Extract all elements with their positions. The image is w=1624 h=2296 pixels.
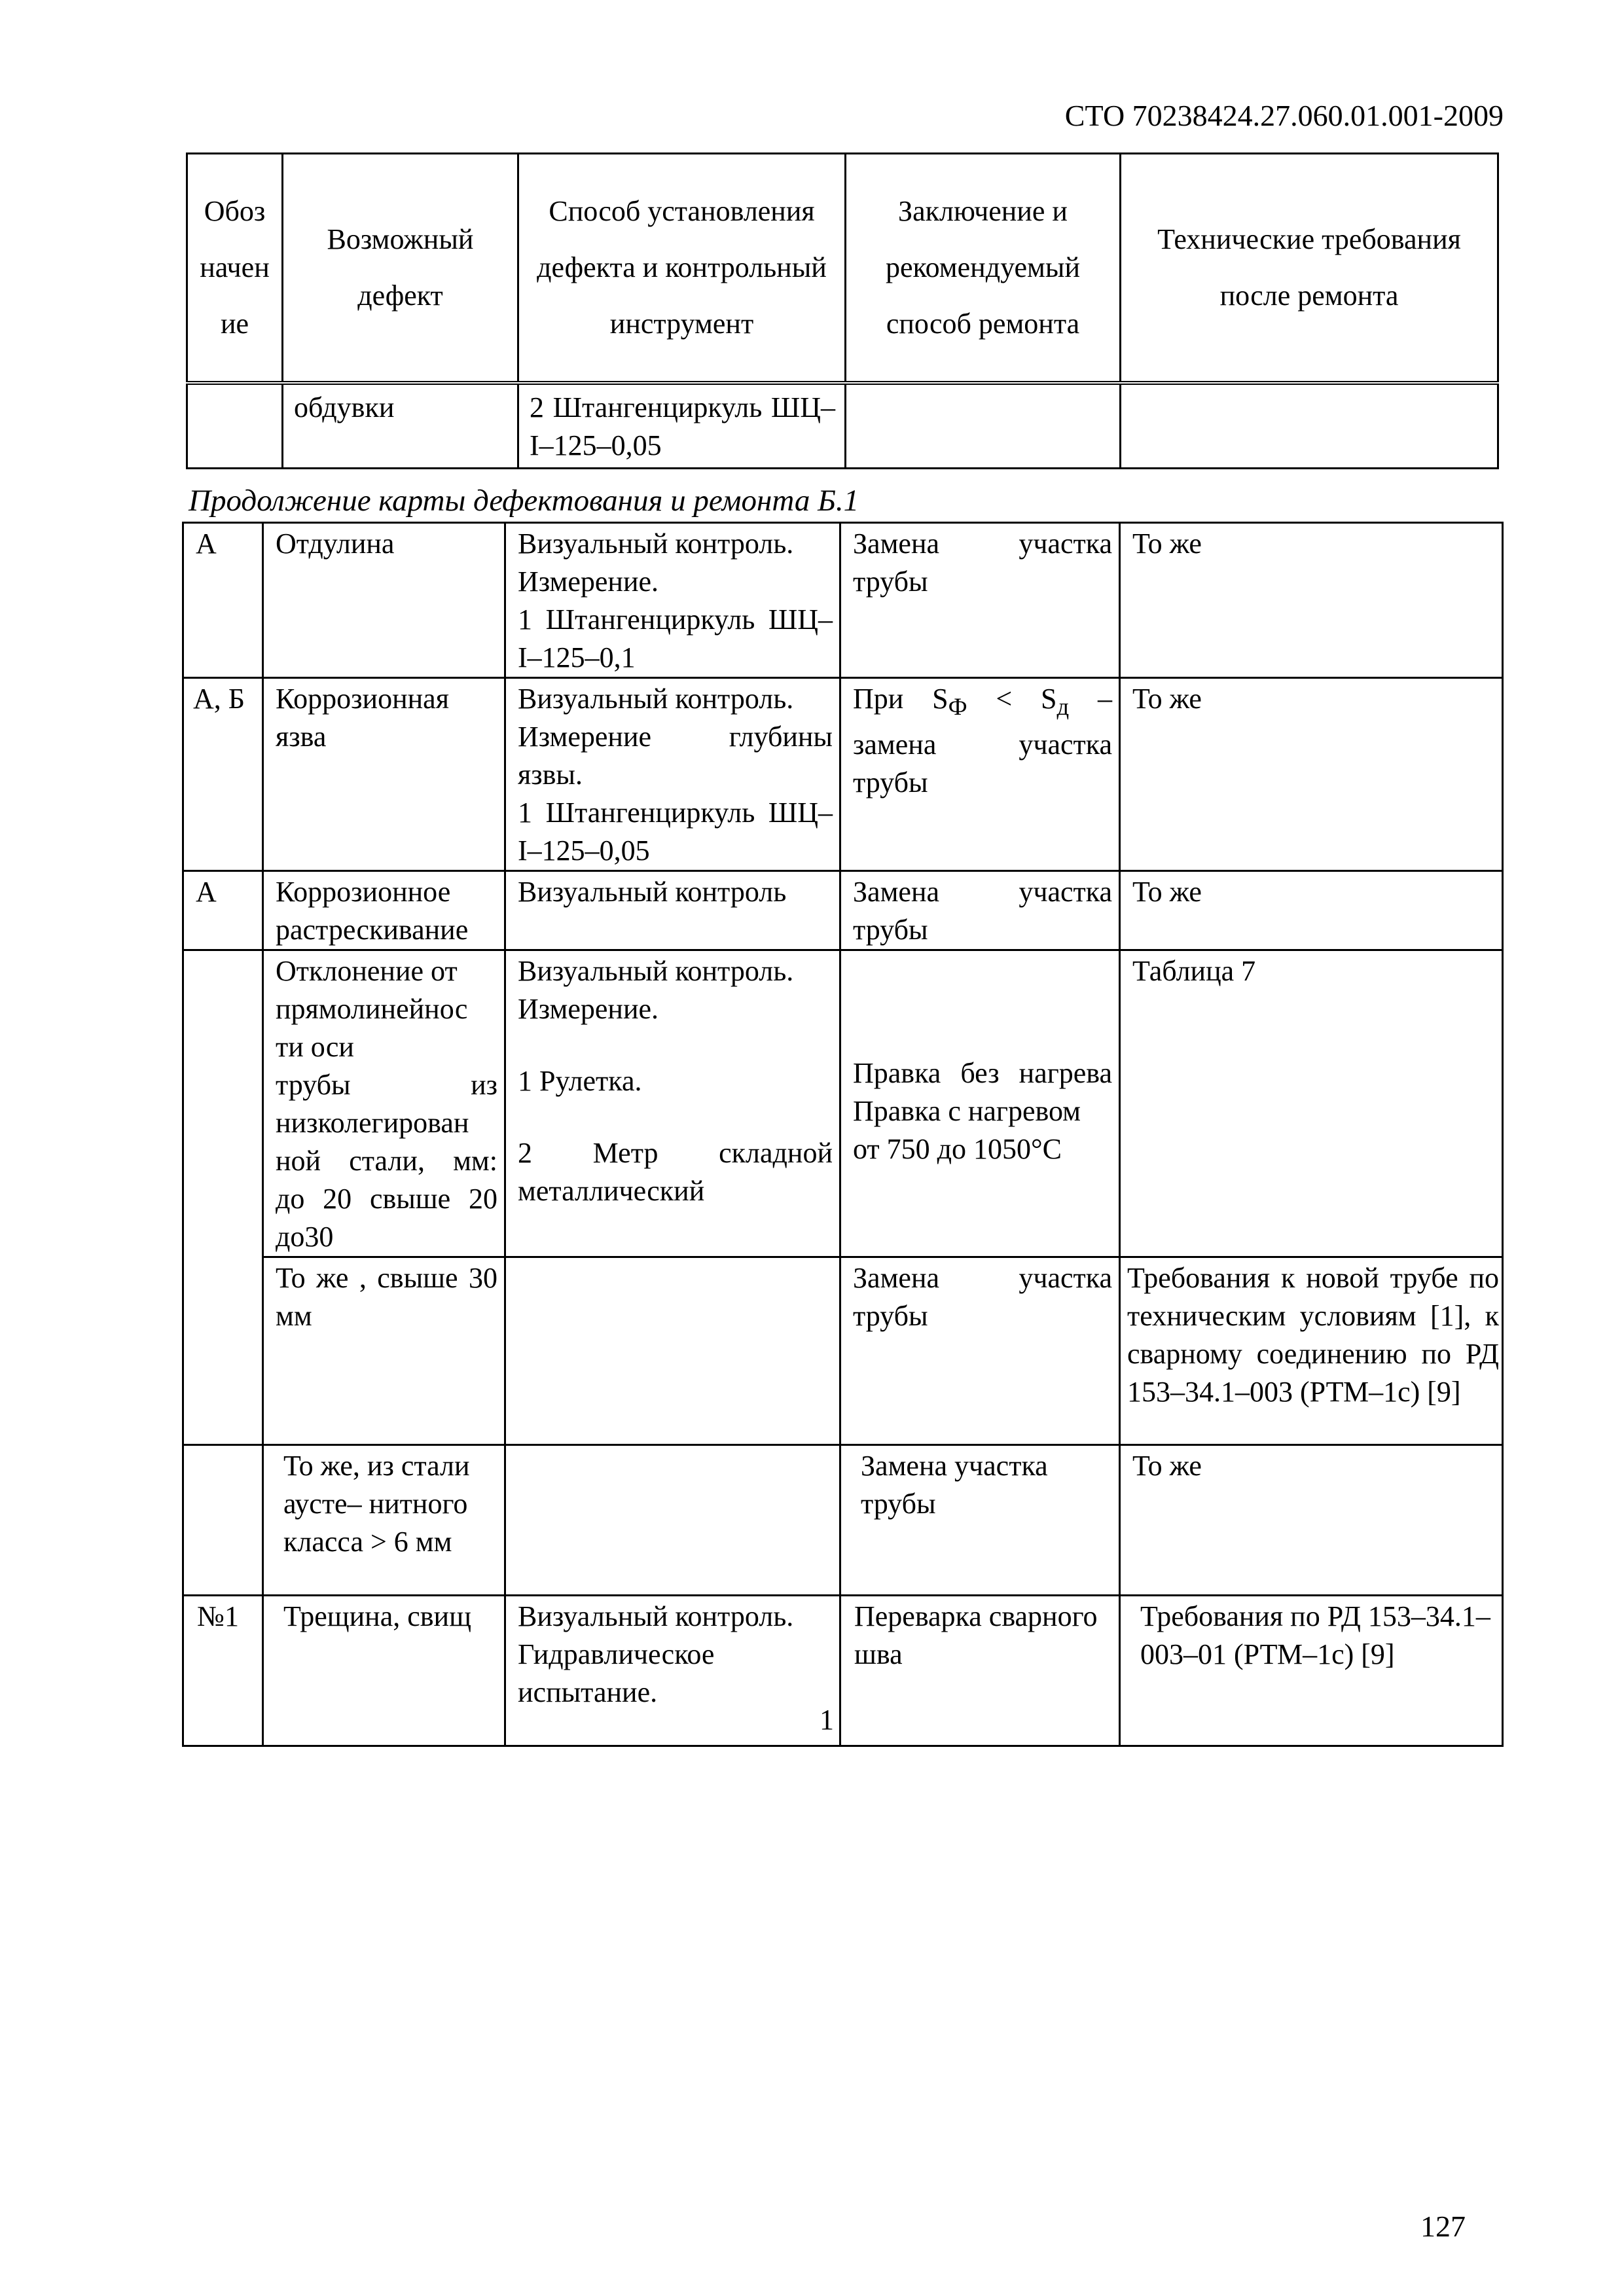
cell-requirements: То же bbox=[1120, 871, 1503, 950]
table-row bbox=[183, 1445, 1503, 1596]
defect-table bbox=[182, 522, 1504, 1747]
defect-line: до 20 свыше 20 до30 bbox=[276, 1183, 497, 1253]
method-line: 2 Метр складной металлический bbox=[518, 1137, 833, 1207]
stray-mark: 1 bbox=[820, 1704, 834, 1736]
conclusion-text: < S bbox=[967, 683, 1057, 715]
cell-conclusion bbox=[840, 950, 1120, 1257]
cell-defect: Трещина, свищ bbox=[263, 1596, 505, 1746]
cell-designation: А bbox=[183, 523, 263, 678]
document-code: СТО 70238424.27.060.01.001-2009 bbox=[1064, 99, 1504, 132]
method-line: Измерение. bbox=[518, 565, 659, 598]
cell-conclusion: Замена участка трубы bbox=[840, 1445, 1120, 1596]
cell-conclusion bbox=[840, 678, 1120, 871]
method-line: Измерение глубины язвы. bbox=[518, 721, 833, 791]
cell-method bbox=[505, 1257, 840, 1445]
method-line: Измерение. bbox=[518, 993, 659, 1025]
cell-defect: То же , свыше 30 мм bbox=[263, 1257, 505, 1445]
cell-method: Визуальный контроль bbox=[505, 871, 840, 950]
cell-conclusion: Замена участка трубы bbox=[840, 871, 1120, 950]
conclusion-line: Правка без нагрева bbox=[853, 1057, 1112, 1089]
cell-designation bbox=[187, 383, 283, 469]
conclusion-text: – замена участка трубы bbox=[853, 683, 1113, 798]
table-row bbox=[183, 523, 1503, 678]
cell-defect: То же, из стали аусте– нитного класса > 6 мм bbox=[263, 1445, 505, 1596]
method-line: Визуальный контроль. bbox=[518, 683, 794, 715]
cell-conclusion: Замена участка трубы bbox=[840, 1257, 1120, 1445]
cell-requirements: То же bbox=[1120, 1445, 1503, 1596]
cell-designation: А bbox=[183, 871, 263, 950]
method-line: Гидравлическое испытание. bbox=[518, 1638, 715, 1708]
table-row bbox=[187, 383, 1498, 469]
cell-method bbox=[505, 1596, 840, 1746]
defect-table-continued-top bbox=[186, 152, 1499, 469]
method-line: 1 Штангенциркуль ШЦ–I–125–0,05 bbox=[518, 797, 833, 867]
defect-line: трубы из низколегирован ной стали, мм: bbox=[276, 1069, 497, 1177]
conclusion-line: Правка с нагревом от 750 до 1050°С bbox=[853, 1095, 1081, 1165]
cell-designation bbox=[183, 1445, 263, 1596]
cell-requirements: Таблица 7 bbox=[1120, 950, 1503, 1257]
table-row bbox=[183, 871, 1503, 950]
cell-defect: Коррозионная язва bbox=[263, 678, 505, 871]
s-phi-subscript: Ф bbox=[948, 692, 967, 720]
cell-designation: А, Б bbox=[183, 678, 263, 871]
cell-requirements: Требования по РД 153–34.1–003–01 (РТМ–1с) [9] bbox=[1120, 1596, 1503, 1746]
cell-requirements: То же bbox=[1120, 678, 1503, 871]
page-number: 127 bbox=[1420, 2210, 1466, 2243]
cell-defect bbox=[263, 950, 505, 1257]
method-line: Визуальный контроль. bbox=[518, 955, 794, 987]
cell-method bbox=[505, 950, 840, 1257]
table-row bbox=[183, 950, 1503, 1257]
cell-designation bbox=[183, 950, 263, 1445]
cell-method bbox=[505, 678, 840, 871]
defect-line: Отклонение от прямолинейнос ти оси bbox=[276, 955, 468, 1063]
table-row bbox=[183, 1257, 1503, 1445]
table-caption: Продолжение карты дефектования и ремонта Б.1 bbox=[189, 484, 859, 518]
table-header-row bbox=[187, 154, 1498, 383]
cell-method bbox=[505, 1445, 840, 1596]
cell-requirements: То же bbox=[1120, 523, 1503, 678]
method-line: 1 Рулетка. bbox=[518, 1065, 642, 1097]
cell-defect: Коррозионное растрескивание bbox=[263, 871, 505, 950]
cell-defect: обдувки bbox=[283, 383, 518, 469]
method-line: Визуальный контроль. bbox=[518, 1600, 794, 1632]
method-line: 1 Штангенциркуль ШЦ–I–125–0,1 bbox=[518, 603, 833, 673]
header-conclusion: Заключение и рекомендуемый способ ремонта bbox=[846, 154, 1121, 383]
cell-defect: Отдулина bbox=[263, 523, 505, 678]
header-designation: Обоз начен ие bbox=[187, 154, 283, 383]
cell-method: 2 Штангенциркуль ШЦ–I–125–0,05 bbox=[518, 383, 846, 469]
header-method: Способ установления дефекта и контрольный инструмент bbox=[518, 154, 846, 383]
table-row bbox=[183, 1596, 1503, 1746]
conclusion-text: При S bbox=[853, 683, 948, 715]
cell-requirements bbox=[1121, 383, 1498, 469]
method-line: Визуальный контроль. bbox=[518, 528, 794, 560]
header-requirements: Технические требования после ремонта bbox=[1121, 154, 1498, 383]
s-d-subscript: д bbox=[1056, 692, 1070, 720]
cell-conclusion: Переварка сварного шва bbox=[840, 1596, 1120, 1746]
cell-conclusion bbox=[846, 383, 1121, 469]
header-defect: Возможный дефект bbox=[283, 154, 518, 383]
cell-designation: №1 bbox=[183, 1596, 263, 1746]
cell-requirements: Требования к новой трубе по техническим условиям [1], к сварному соединению по РД 153–34.1–003 (РТМ–1с) [9] bbox=[1120, 1257, 1503, 1445]
table-row bbox=[183, 678, 1503, 871]
cell-method bbox=[505, 523, 840, 678]
cell-conclusion: Замена участка трубы bbox=[840, 523, 1120, 678]
